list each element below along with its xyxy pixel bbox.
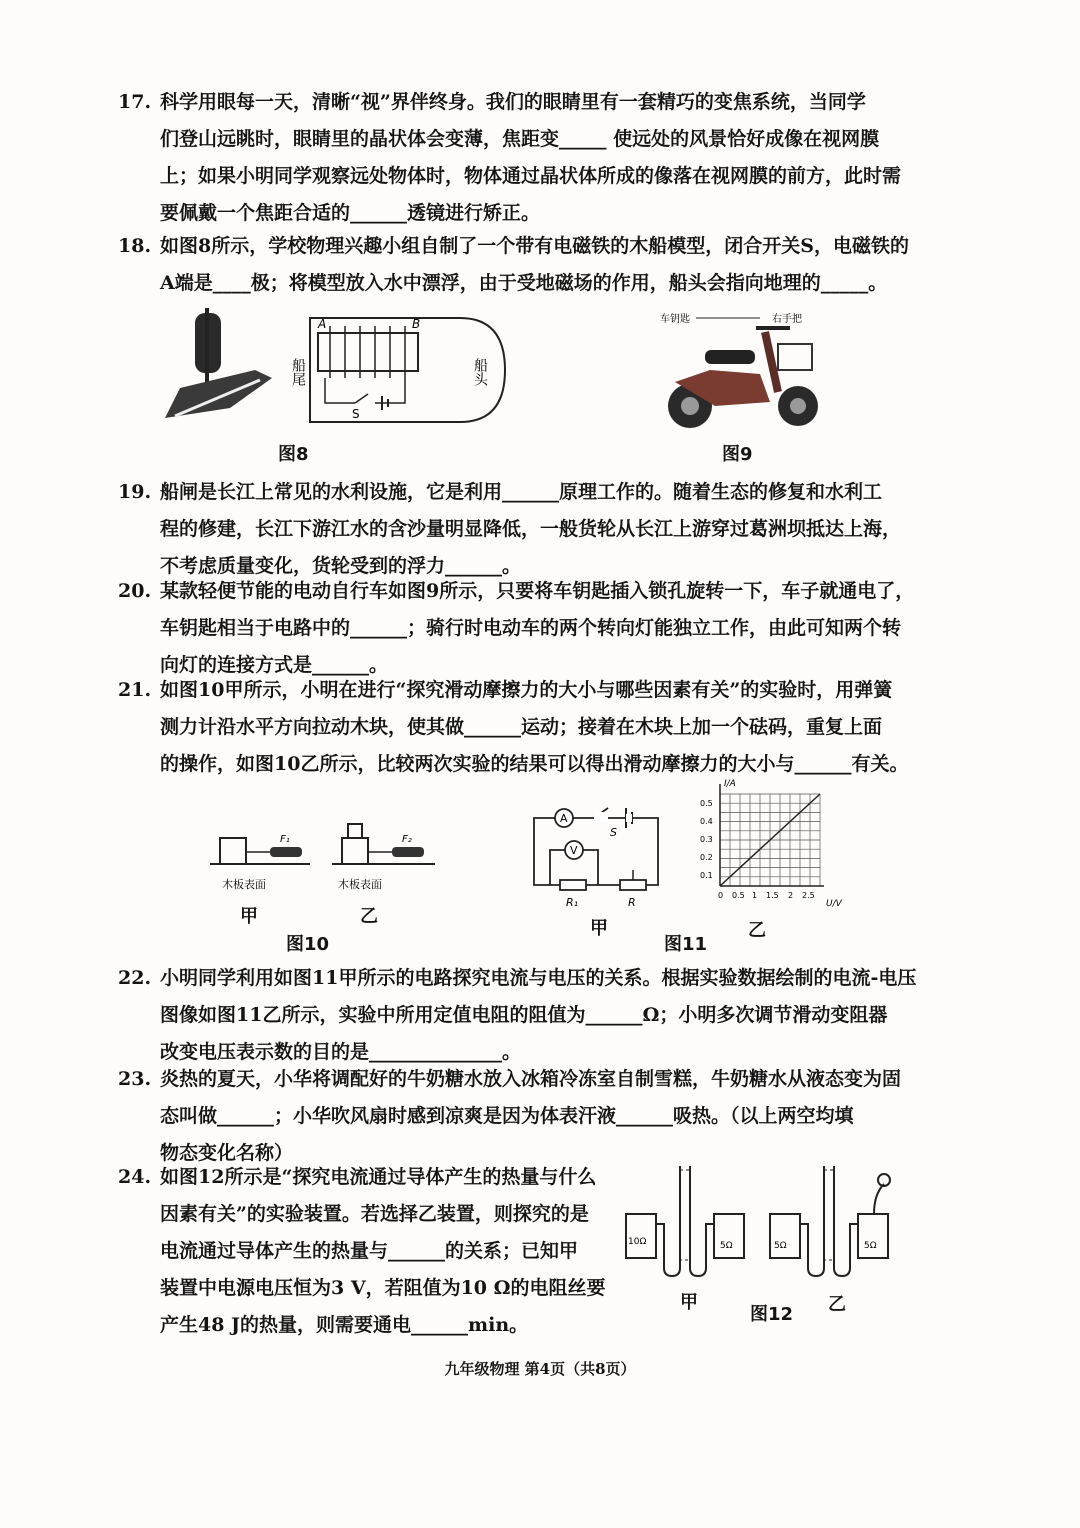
r1-label: R₁ <box>566 896 579 909</box>
figure-10-label-yi: 乙 <box>360 906 378 927</box>
y-tick: 0.4 <box>700 817 713 826</box>
question-number: 21. <box>118 679 152 701</box>
figure-10-label-jia: 甲 <box>240 906 258 927</box>
r-label: R <box>628 896 636 909</box>
question-line: 图像如图11乙所示，实验中所用定值电阻的阻值为______Ω；小明多次调节滑动变阻器 <box>160 1004 888 1026</box>
question-line: 向灯的连接方式是______。 <box>160 654 389 676</box>
question-23 <box>118 1061 918 1172</box>
figure-11-iu-graph <box>694 774 854 914</box>
question-line: 要佩戴一个焦距合适的______透镜进行矫正。 <box>160 202 541 224</box>
question-number: 24. <box>118 1166 152 1188</box>
figure-11-caption: 图11 <box>664 934 708 955</box>
voltmeter-label: V <box>570 844 578 857</box>
label-f1: F₁ <box>280 834 290 845</box>
figure-9-ebike <box>660 302 820 432</box>
question-line: 如图12所示是“探究电流通过导体产生的热量与什么 <box>160 1166 597 1188</box>
question-number: 23. <box>118 1068 152 1090</box>
x-tick: 2 <box>788 891 794 900</box>
question-line: 小明同学利用如图11甲所示的电路探究电流与电压的关系。根据实验数据绘制的电流-电压 <box>160 967 917 989</box>
x-tick: 2.5 <box>802 891 815 900</box>
question-line: 的操作，如图10乙所示，比较两次实验的结果可以得出滑动摩擦力的大小与______有关。 <box>160 753 909 775</box>
question-line: 某款轻便节能的电动自行车如图9所示，只要将车钥匙插入锁孔旋转一下，车子就通电了， <box>160 580 915 602</box>
resistor-label: 5Ω <box>774 1241 787 1251</box>
question-line: 车钥匙相当于电路中的______；骑行时电动车的两个转向灯能独立工作，由此可知两个转 <box>160 617 902 639</box>
question-line: 物态变化名称） <box>160 1142 294 1164</box>
label-surface-yi: 木板表面 <box>338 878 382 891</box>
resistor-label: 5Ω <box>864 1241 877 1251</box>
question-line: 上；如果小明同学观察远处物体时，物体通过晶状体所成的像落在视网膜的前方，此时需 <box>160 165 902 187</box>
x-axis-label: U/V <box>826 899 842 909</box>
question-17 <box>118 84 918 232</box>
label-surface-jia: 木板表面 <box>222 878 266 891</box>
label-bow: 船头 <box>472 358 488 386</box>
resistor-label: 10Ω <box>628 1237 647 1247</box>
question-line: 科学用眼每一天，清晰“视”界伴终身。我们的眼睛里有一套精巧的变焦系统，当同学 <box>160 91 866 113</box>
x-tick: 0.5 <box>732 891 745 900</box>
label-switch: S <box>352 407 360 421</box>
question-number: 17. <box>118 91 152 113</box>
question-number: 18. <box>118 235 152 257</box>
question-number: 22. <box>118 967 152 989</box>
figure-12-label-yi: 乙 <box>828 1294 846 1315</box>
y-tick: 0.1 <box>700 871 713 880</box>
x-tick: 0 <box>718 891 724 900</box>
figure-10-friction-setup <box>210 812 440 902</box>
question-line: A端是____极；将模型放入水中漂浮，由于受地磁场的作用，船头会指向地理的_____。 <box>160 272 888 294</box>
question-line: 态叫做______；小华吹风扇时感到凉爽是因为体表汗液______吸热。（以上两空均填 <box>160 1105 854 1127</box>
figure-11-label-jia: 甲 <box>590 918 608 939</box>
question-21 <box>118 672 918 783</box>
question-19 <box>118 474 918 585</box>
question-line: 因素有关”的实验装置。若选择乙装置，则探究的是 <box>160 1203 589 1225</box>
x-tick: 1.5 <box>766 891 779 900</box>
question-line: 如图10甲所示，小明在进行“探究滑动摩擦力的大小与哪些因素有关”的实验时，用弹簧 <box>160 679 893 701</box>
question-24 <box>118 1159 618 1344</box>
question-line: 测力计沿水平方向拉动木块，使其做______运动；接着在木块上加一个砝码，重复上面 <box>160 716 883 738</box>
y-tick: 0.3 <box>700 835 713 844</box>
question-18 <box>118 228 918 302</box>
page-footer: 九年级物理 第4页（共8页） <box>444 1360 636 1378</box>
question-22 <box>118 960 918 1071</box>
label-a: A <box>318 317 327 331</box>
question-line: 改变电压表示数的目的是______________。 <box>160 1041 522 1063</box>
resistor-label: 5Ω <box>720 1241 733 1251</box>
question-line: 们登山远眺时，眼睛里的晶状体会变薄，焦距变_____ 使远处的风景恰好成像在视网膜 <box>160 128 880 150</box>
switch-label: S <box>610 826 617 839</box>
question-number: 20. <box>118 580 152 602</box>
figure-9-caption: 图9 <box>722 444 753 465</box>
question-line: 炎热的夏天，小华将调配好的牛奶糖水放入冰箱冷冻室自制雪糕，牛奶糖水从液态变为固 <box>160 1068 902 1090</box>
x-tick: 1 <box>752 891 758 900</box>
question-line: 程的修建，长江下游江水的含沙量明显降低，一般货轮从长江上游穿过葛洲坝抵达上海， <box>160 518 902 540</box>
figure-12-caption: 图12 <box>750 1304 794 1325</box>
ammeter-label: A <box>560 812 568 825</box>
question-number: 19. <box>118 481 152 503</box>
y-tick: 0.5 <box>700 799 713 808</box>
figure-8-caption: 图8 <box>278 444 309 465</box>
figure-11-label-yi: 乙 <box>748 920 766 941</box>
figure-11-circuit <box>528 800 668 910</box>
label-b: B <box>412 317 421 331</box>
figure-12-heating-setup <box>622 1164 902 1284</box>
label-key: 车钥匙 <box>660 314 690 325</box>
label-handle: 右手把 <box>772 314 802 325</box>
question-line: 电流通过导体产生的热量与______的关系；已知甲 <box>160 1240 579 1262</box>
figure-8-boat-model <box>160 308 510 438</box>
figure-12-label-jia: 甲 <box>680 1292 698 1313</box>
question-line: 不考虑质量变化，货轮受到的浮力______。 <box>160 555 522 577</box>
y-axis-label: I/A <box>724 779 736 789</box>
figure-10-caption: 图10 <box>286 934 330 955</box>
question-line: 装置中电源电压恒为3 V，若阻值为10 Ω的电阻丝要 <box>160 1277 606 1299</box>
label-stern: 船尾 <box>290 358 306 386</box>
label-f2: F₂ <box>402 834 412 845</box>
question-line: 船闸是长江上常见的水利设施，它是利用______原理工作的。随着生态的修复和水利工 <box>160 481 883 503</box>
y-tick: 0.2 <box>700 853 713 862</box>
question-line: 产生48 J的热量，则需要通电______min。 <box>160 1314 529 1336</box>
question-20 <box>118 573 918 684</box>
question-line: 如图8所示，学校物理兴趣小组自制了一个带有电磁铁的木船模型，闭合开关S，电磁铁的 <box>160 235 909 257</box>
